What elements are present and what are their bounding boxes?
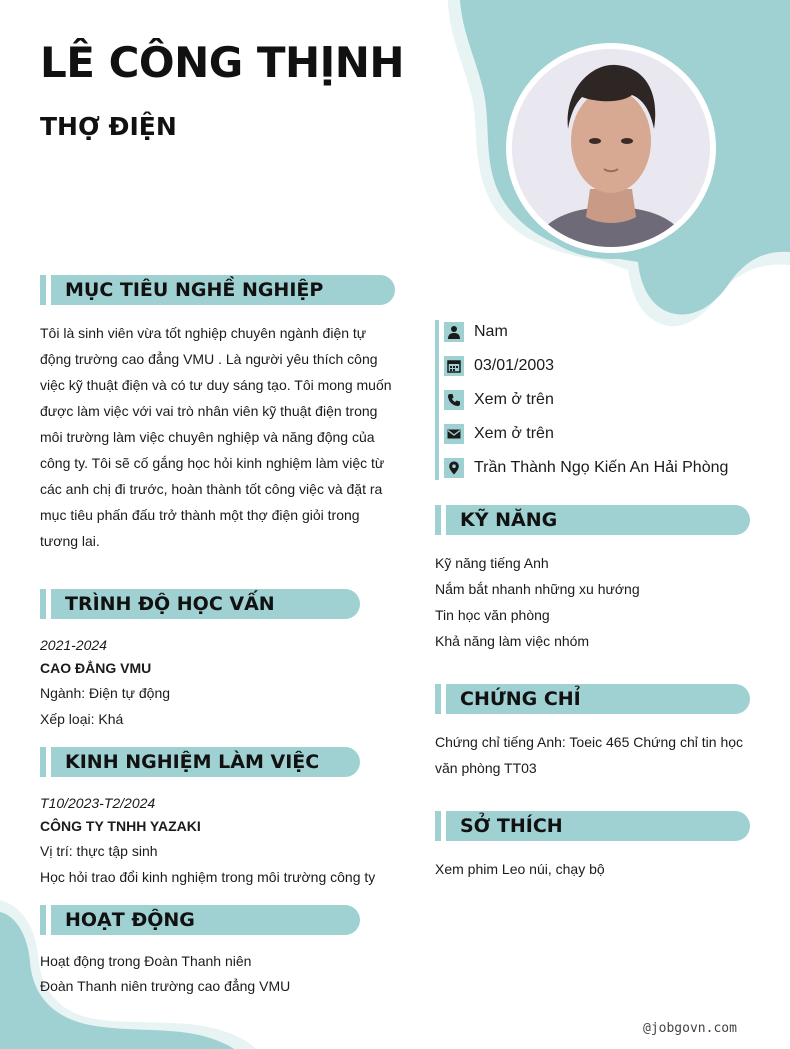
phone-icon — [444, 390, 464, 410]
section-title: HOẠT ĐỘNG — [65, 909, 195, 931]
location-pin-icon — [444, 458, 464, 478]
section-title: KỸ NĂNG — [460, 509, 558, 531]
experience-period: T10/2023-T2/2024 — [40, 795, 156, 811]
activity-item: Đoàn Thanh niên trường cao đẳng VMU — [40, 978, 291, 994]
experience-description: Học hỏi trao đổi kinh nghiệm trong môi trường công ty — [40, 869, 376, 885]
objective-line: môi trường làm việc chuyên nghiệp và năng động của — [40, 429, 375, 445]
contact-birthday-value: 03/01/2003 — [474, 357, 555, 374]
section-header-certificates — [435, 684, 750, 714]
education-period: 2021-2024 — [40, 637, 107, 653]
section-header-experience — [40, 747, 360, 777]
contact-address-value: Trần Thành Ngọ Kiến An Hải Phòng — [474, 459, 729, 476]
objective-line: được làm việc với vai trò nhân viên kỹ thuật điện trong — [40, 403, 378, 419]
watermark: @jobgovn.com — [643, 1021, 737, 1036]
section-header-skills — [435, 505, 750, 535]
contact-phone-value: Xem ở trên — [474, 391, 554, 408]
experience-position: Vị trí: thực tập sinh — [40, 843, 158, 859]
mail-icon — [444, 424, 464, 444]
certificate-line: văn phòng TT03 — [435, 760, 537, 776]
candidate-name: LÊ CÔNG THỊNH — [40, 38, 405, 87]
experience-company: CÔNG TY TNHH YAZAKI — [40, 818, 201, 834]
contact-email-value: Xem ở trên — [474, 425, 554, 442]
section-title: SỞ THÍCH — [460, 815, 563, 837]
section-header-hobbies — [435, 811, 750, 841]
education-school: CAO ĐẲNG VMU — [40, 660, 152, 676]
section-header-education — [40, 589, 360, 619]
objective-line: mục tiêu phấn đấu trở thành một thợ điện giỏi trong — [40, 507, 360, 523]
education-grade: Xếp loại: Khá — [40, 711, 124, 727]
contact-accent-bar — [435, 320, 439, 480]
job-title: THỢ ĐIỆN — [40, 112, 177, 141]
skill-item: Tin học văn phòng — [435, 607, 550, 623]
certificates-text — [435, 729, 755, 781]
skill-item: Khả năng làm việc nhóm — [435, 633, 590, 649]
skill-item: Nắm bắt nhanh những xu hướng — [435, 581, 640, 597]
hobbies-text: Xem phim Leo núi, chạy bộ — [435, 861, 605, 877]
calendar-icon — [444, 356, 464, 376]
section-title: CHỨNG CHỈ — [460, 688, 581, 710]
profile-photo — [512, 49, 710, 247]
objective-text — [40, 320, 400, 554]
objective-line: công ty. Tôi sẽ cố gắng học hỏi kinh nghiệm làm việc từ — [40, 455, 385, 471]
objective-line: động trường cao đẳng VMU . Là người yêu thích công — [40, 351, 378, 367]
section-title: TRÌNH ĐỘ HỌC VẤN — [65, 593, 275, 615]
person-icon — [444, 322, 464, 342]
skill-item: Kỹ năng tiếng Anh — [435, 555, 549, 571]
section-title: MỤC TIÊU NGHỀ NGHIỆP — [65, 279, 324, 301]
objective-line: tương lai. — [40, 533, 100, 549]
section-header-activities — [40, 905, 360, 935]
objective-line: việc kỹ thuật điện và có tư duy sáng tạo. Tôi mong muốn — [40, 377, 392, 393]
section-title: KINH NGHIỆM LÀM VIỆC — [65, 751, 320, 773]
education-major: Ngành: Điện tự động — [40, 685, 171, 701]
activity-item: Hoạt động trong Đoàn Thanh niên — [40, 953, 252, 969]
section-header-objective — [40, 275, 395, 305]
certificate-line: Chứng chỉ tiếng Anh: Toeic 465 Chứng chỉ tin học — [435, 734, 744, 750]
objective-line: Tôi là sinh viên vừa tốt nghiệp chuyên ngành điện tự — [40, 325, 367, 341]
objective-line: các anh chị đi trước, hoàn thành tốt công việc và đặt ra — [40, 481, 383, 497]
contact-gender-value: Nam — [474, 323, 508, 340]
